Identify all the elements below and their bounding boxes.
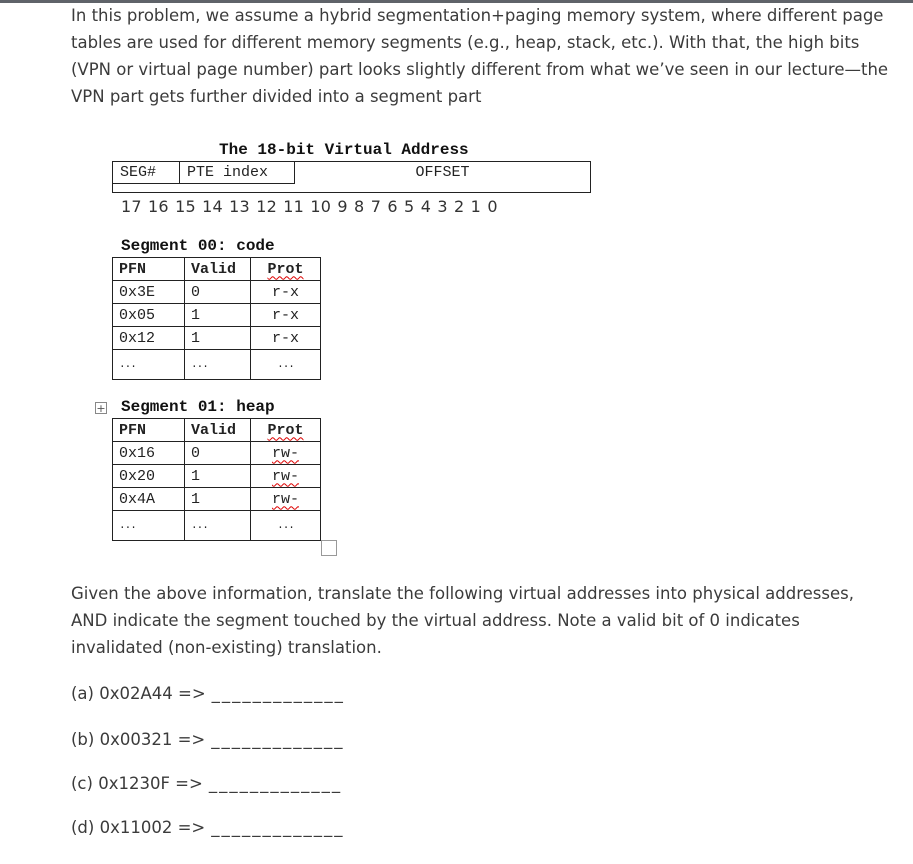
segment-00-table	[112, 257, 321, 380]
header-prot: Prot	[251, 419, 321, 442]
valid-cell: 1	[185, 327, 251, 350]
pfn-cell: 0x4A	[113, 488, 185, 511]
intro-paragraph: In this problem, we assume a hybrid segmentation+paging memory system, where different page tables are used for different memory segments (e.g., heap, stack, etc.). With that, the high bits (VPN or virtual page number) part looks slightly different from what we’ve seen in our lecture—the VPN part gets further divided into a segment part	[71, 6, 889, 106]
header-pfn: PFN	[113, 419, 185, 442]
valid-cell: 1	[185, 465, 251, 488]
valid-cell: 0	[185, 281, 251, 304]
answer-a-label: (a) 0x02A44 =>	[71, 684, 206, 703]
pfn-cell: 0x3E	[113, 281, 185, 304]
header-pfn: PFN	[113, 258, 185, 281]
table-row	[113, 488, 321, 511]
table-move-handle-icon[interactable]: +	[96, 402, 106, 415]
question-paragraph: Given the above information, translate the following virtual addresses into physical addresses, AND indicate the segment touched by the virtual address. Note a valid bit of 0 indicates invalidated (non-existing) translation.	[71, 584, 854, 657]
valid-cell: ...	[185, 511, 251, 541]
prot-cell: r-x	[251, 304, 321, 327]
pfn-cell: 0x20	[113, 465, 185, 488]
answer-b-blank[interactable]: _____________	[211, 730, 345, 749]
prot-cell: ...	[251, 350, 321, 380]
pfn-cell: ...	[113, 511, 185, 541]
pte-index-field: PTE index	[180, 162, 295, 184]
table-row	[113, 281, 321, 304]
valid-cell: 1	[185, 488, 251, 511]
prot-cell: ...	[251, 511, 321, 541]
prot-cell: rw-	[251, 488, 321, 511]
table-row	[113, 465, 321, 488]
answer-d-blank[interactable]: _____________	[211, 818, 345, 837]
pfn-cell: 0x12	[113, 327, 185, 350]
table-row	[113, 304, 321, 327]
header-valid: Valid	[185, 258, 251, 281]
table-row	[113, 327, 321, 350]
prot-cell: rw-	[251, 465, 321, 488]
valid-cell: 0	[185, 442, 251, 465]
valid-cell: ...	[185, 350, 251, 380]
table-row	[113, 350, 321, 380]
prot-cell: r-x	[251, 327, 321, 350]
segment-01-title: Segment 01: heap	[121, 398, 275, 416]
answer-a	[71, 683, 345, 705]
pfn-cell: 0x16	[113, 442, 185, 465]
header-valid: Valid	[185, 419, 251, 442]
pfn-cell: ...	[113, 350, 185, 380]
pfn-cell: 0x05	[113, 304, 185, 327]
answer-c	[71, 773, 342, 795]
segment-01-table	[112, 418, 321, 541]
table-row	[113, 511, 321, 541]
offset-field: OFFSET	[415, 164, 470, 181]
valid-cell: 1	[185, 304, 251, 327]
answer-b-label: (b) 0x00321 =>	[71, 730, 206, 749]
answer-a-blank[interactable]: _____________	[211, 684, 345, 703]
bit-numbers: 17 16 15 14 13 12 11 10 9 8 7 6 5 4 3 2 1 0	[121, 197, 498, 216]
prot-cell: r-x	[251, 281, 321, 304]
table-row	[113, 442, 321, 465]
answer-b	[71, 729, 345, 751]
virtual-address-title: The 18-bit Virtual Address	[219, 141, 469, 159]
answer-d	[71, 817, 345, 839]
segment-00-title: Segment 00: code	[121, 237, 275, 255]
seg-field: SEG#	[113, 162, 180, 184]
answer-d-label: (d) 0x11002 =>	[71, 818, 206, 837]
answer-c-blank[interactable]: _____________	[208, 774, 343, 793]
answer-c-label: (c) 0x1230F =>	[71, 774, 203, 793]
header-prot: Prot	[251, 258, 321, 281]
table-header	[113, 419, 321, 442]
virtual-address-diagram	[112, 161, 591, 193]
prot-cell: rw-	[251, 442, 321, 465]
table-resize-handle[interactable]	[321, 540, 337, 556]
table-header	[113, 258, 321, 281]
